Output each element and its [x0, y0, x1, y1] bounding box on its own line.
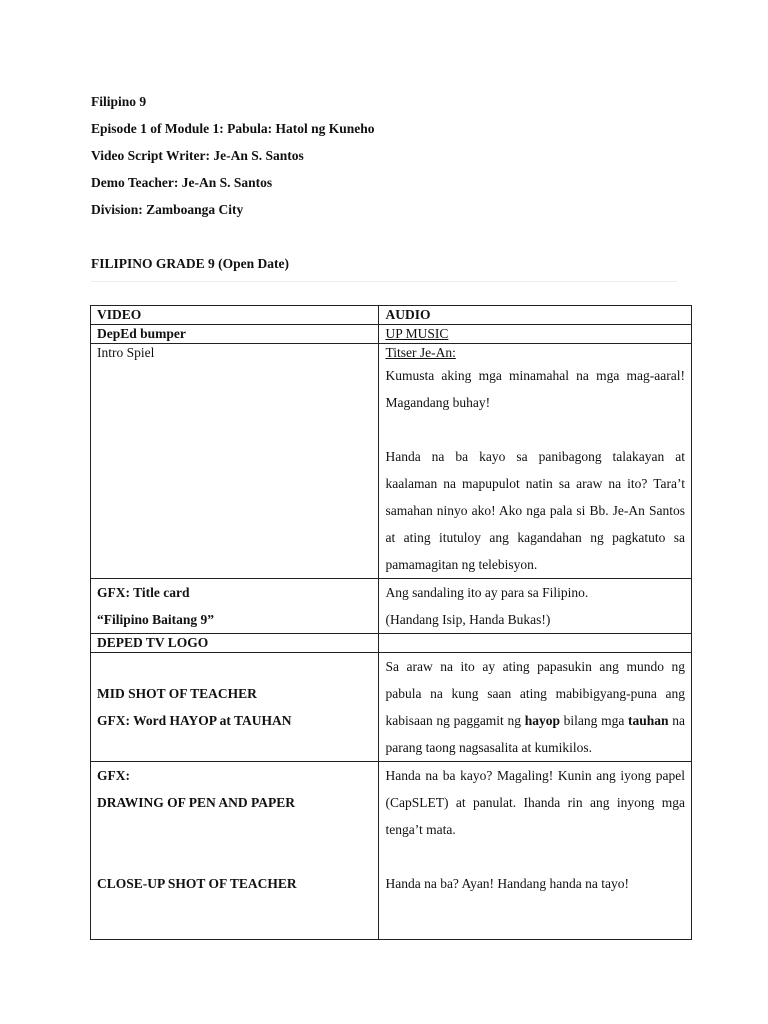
video-cell: DEPED TV LOGO	[91, 634, 379, 653]
video-cell	[91, 762, 379, 940]
video-line: MID SHOT OF TEACHER	[97, 686, 257, 701]
audio-cell	[379, 762, 692, 940]
script-writer-line: Video Script Writer: Je-An S. Santos	[91, 148, 304, 163]
audio-cell	[379, 344, 692, 579]
separator-line	[91, 281, 677, 282]
video-line: DRAWING OF PEN AND PAPER	[97, 795, 295, 810]
video-line: GFX:	[97, 768, 130, 783]
video-line: GFX: Word HAYOP at TAUHAN	[97, 713, 292, 728]
audio-line: Ang sandaling ito ay para sa Filipino.	[385, 585, 589, 600]
document-header	[91, 92, 375, 227]
audio-text: Sa araw na ito ay ating papasukin ang mundo ng pabula na kung saan ating mabibigyang-puna ang kabisaan ng paggamit ng	[385, 659, 685, 728]
paragraph-gap	[385, 416, 685, 443]
table-row	[91, 634, 692, 653]
audio-line: Handa na ba? Ayan! Handang handa na tayo!	[385, 876, 630, 891]
speaker-label: Titser Je-An:	[385, 345, 456, 360]
table-row	[91, 579, 692, 634]
script-table	[90, 305, 692, 940]
video-line: CLOSE-UP SHOT OF TEACHER	[97, 876, 297, 891]
grade-subtitle: FILIPINO GRADE 9 (Open Date)	[91, 256, 289, 271]
division-line: Division: Zamboanga City	[91, 202, 244, 217]
video-cell: DepEd bumper	[91, 325, 379, 344]
video-cell: Intro Spiel	[91, 344, 379, 579]
video-cell	[91, 653, 379, 762]
keyword-hayop: hayop	[524, 713, 560, 728]
audio-text: na parang taong nagsasalita at kumikilos.	[385, 713, 685, 755]
cell-gap	[97, 843, 372, 870]
paragraph-gap	[385, 843, 685, 870]
table-row	[91, 653, 692, 762]
video-cell	[91, 579, 379, 634]
table-row	[91, 762, 692, 940]
video-column-header: VIDEO	[91, 306, 379, 325]
episode-line: Episode 1 of Module 1: Pabula: Hatol ng Kuneho	[91, 121, 375, 136]
audio-cell	[379, 579, 692, 634]
demo-teacher-line: Demo Teacher: Je-An S. Santos	[91, 175, 273, 190]
video-line: “Filipino Baitang 9”	[97, 612, 215, 627]
table-row	[91, 325, 692, 344]
audio-line: (Handang Isip, Handa Bukas!)	[385, 612, 551, 627]
table-row	[91, 344, 692, 579]
audio-text: bilang mga	[559, 713, 629, 728]
cell-gap	[97, 816, 372, 843]
greeting-paragraph: Kumusta aking mga minamahal na mga mag-aaral! Magandang buhay!	[385, 368, 685, 410]
keyword-tauhan: tauhan	[628, 713, 669, 728]
audio-column-header: AUDIO	[379, 306, 692, 325]
audio-paragraph	[385, 653, 685, 761]
table-header-row	[91, 306, 692, 325]
subject-line: Filipino 9	[91, 94, 147, 109]
video-line: GFX: Title card	[97, 585, 190, 600]
intro-paragraph: Handa na ba kayo sa panibagong talakayan at kaalaman na mapupulot natin sa araw na ito? Tara’t samahan ninyo ako! Ako nga pala si Bb. Je-An Santos at ating itutuloy ang kagandahan ng pagkatuto sa pamamagitan ng telebisyon.	[385, 449, 685, 572]
audio-paragraph: Handa na ba kayo? Magaling! Kunin ang iyong papel (CapSLET) at panulat. Ihanda rin ang inyong mga tenga’t mata.	[385, 768, 685, 837]
audio-cell: UP MUSIC	[379, 325, 692, 344]
cell-gap	[97, 653, 372, 680]
audio-cell	[379, 653, 692, 762]
audio-cell	[379, 634, 692, 653]
